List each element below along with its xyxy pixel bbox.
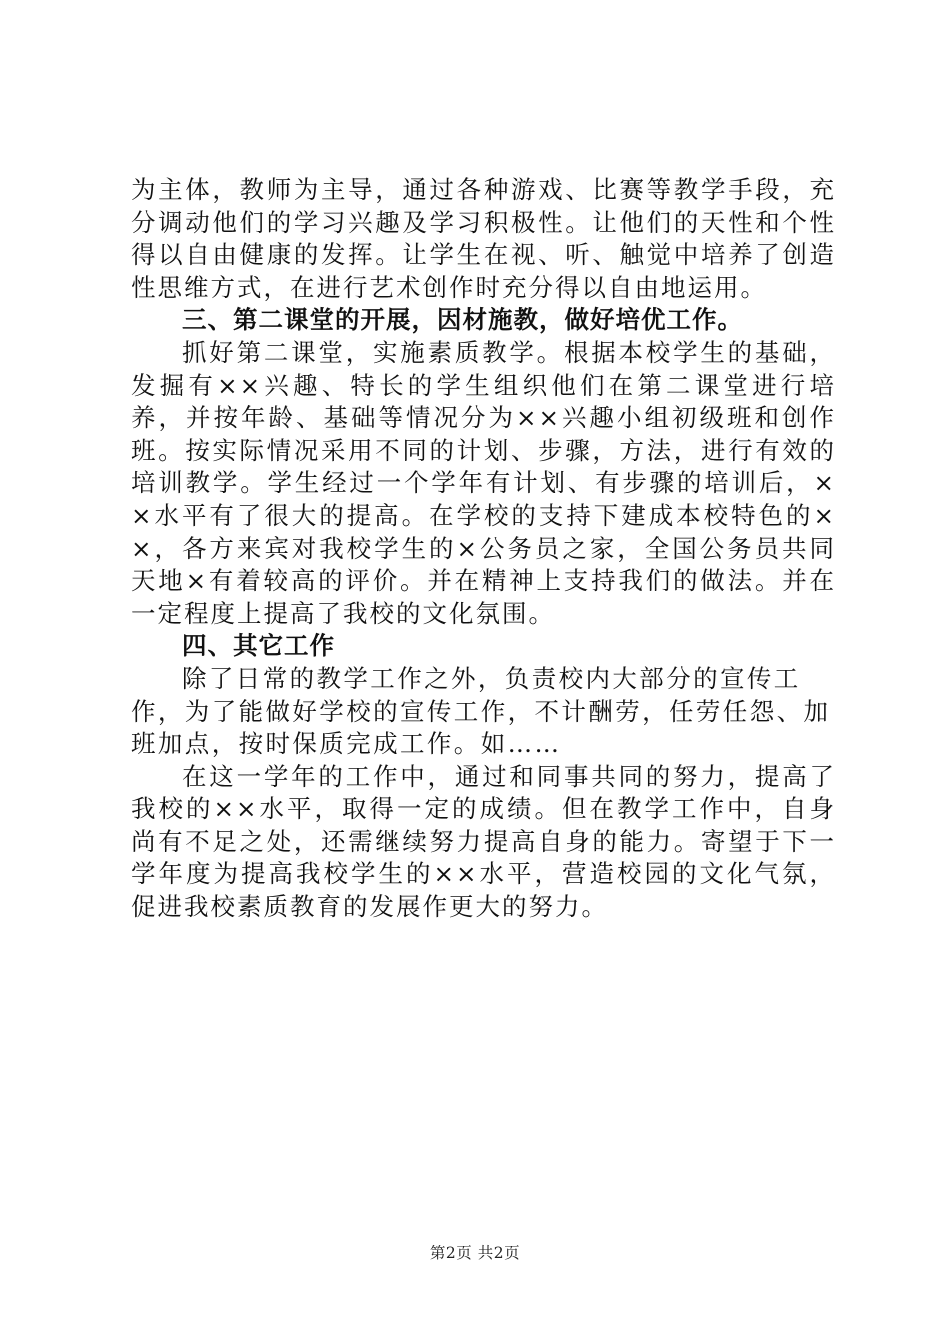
document-body (131, 174, 836, 924)
section-heading: 三、第二课堂的开展，因材施教，做好培优工作。 (182, 305, 743, 335)
body-paragraph: 在这一学年的工作中，通过和同事共同的努力，提高了我校的××水平，取得一定的成绩。但在教学工作中，自身尚有不足之处，还需继续努力提高自身的能力。寄望于下一学年度为提高我校学生的××水平，营造校园的文化气氛，促进我校素质教育的发展作更大的努力。 (131, 761, 836, 922)
page-number: 第2页 共2页 (429, 1244, 521, 1262)
body-paragraph: 除了日常的教学工作之外，负责校内大部分的宣传工作，为了能做好学校的宣传工作，不计酬劳，任劳任怨、加班加点，按时保质完成工作。如…… (131, 663, 831, 759)
body-paragraph: 抓好第二课堂，实施素质教学。根据本校学生的基础，发掘有××兴趣、特长的学生组织他们在第二课堂进行培养，并按年龄、基础等情况分为××兴趣小组初级班和创作班。按实际情况采用不同的计划、步骤，方法，进行有效的培训教学。学生经过一个学年有计划、有步骤的培训后，××水平有了很大的提高。在学校的支持下建成本校特色的××，各方来宾对我校学生的×公务员之家，全国公务员共同天地×有着较高的评价。并在精神上支持我们的做法。并在一定程度上提高了我校的文化氛围。 (131, 337, 836, 628)
section-heading: 四、其它工作 (182, 631, 335, 661)
body-paragraph: 为主体，教师为主导，通过各种游戏、比赛等教学手段，充分调动他们的学习兴趣及学习积极性。让他们的天性和个性得以自由健康的发挥。让学生在视、听、触觉中培养了创造性思维方式，在进行艺术创作时充分得以自由地运用。 (131, 175, 836, 302)
